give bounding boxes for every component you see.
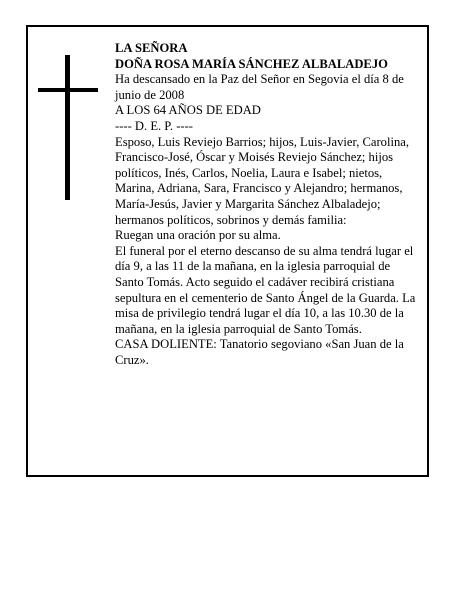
funeral-paragraph: El funeral por el eterno descanso de su alma tendrá lugar el día 9, a las 11 de la mañana, en la iglesia parroquial de Santo Tomás. Acto seguido el cadáver recibirá cristiana sepultura en el cementerio de Santo Ángel de la Guarda. La misa de privilegio tendrá lugar el día 10, a las 10.30 de la mañana, en la iglesia parroquial de Santo Tomás. (115, 243, 416, 336)
heading-title: LA SEÑORA (115, 41, 188, 55)
cross-icon (38, 55, 98, 200)
obituary-notice-frame (26, 25, 429, 477)
rip-line: ---- D. E. P. ---- (115, 118, 193, 133)
family-paragraph: Esposo, Luis Reviejo Barrios; hijos, Luis-Javier, Carolina, Francisco-José, Óscar y Moisés Reviejo Sánchez; hijos políticos, Inés, Carlos, Noelia, Laura e Isabel; nietos, Marina, Adriana, Sara, Francisco y Alejandro; hermanos, María-Jesús, Javier y Margarita Sánchez Albaladejo; hermanos políticos, sobrinos y demás familia: (115, 134, 410, 227)
death-statement: Ha descansado en la Paz del Señor en Segovia el día 8 de junio de 2008 (115, 72, 404, 102)
deceased-name: DOÑA ROSA MARÍA SÁNCHEZ ALBALADEJO (115, 56, 388, 71)
age-line: A LOS 64 AÑOS DE EDAD (115, 103, 261, 118)
prayer-request: Ruegan una oración por su alma. (115, 228, 281, 243)
cross-vertical-bar (65, 55, 70, 200)
cross-horizontal-bar (38, 88, 98, 92)
notice-text-block (115, 41, 420, 368)
mourning-house: CASA DOLIENTE: Tanatorio segoviano «San Juan de la Cruz». (115, 337, 404, 367)
